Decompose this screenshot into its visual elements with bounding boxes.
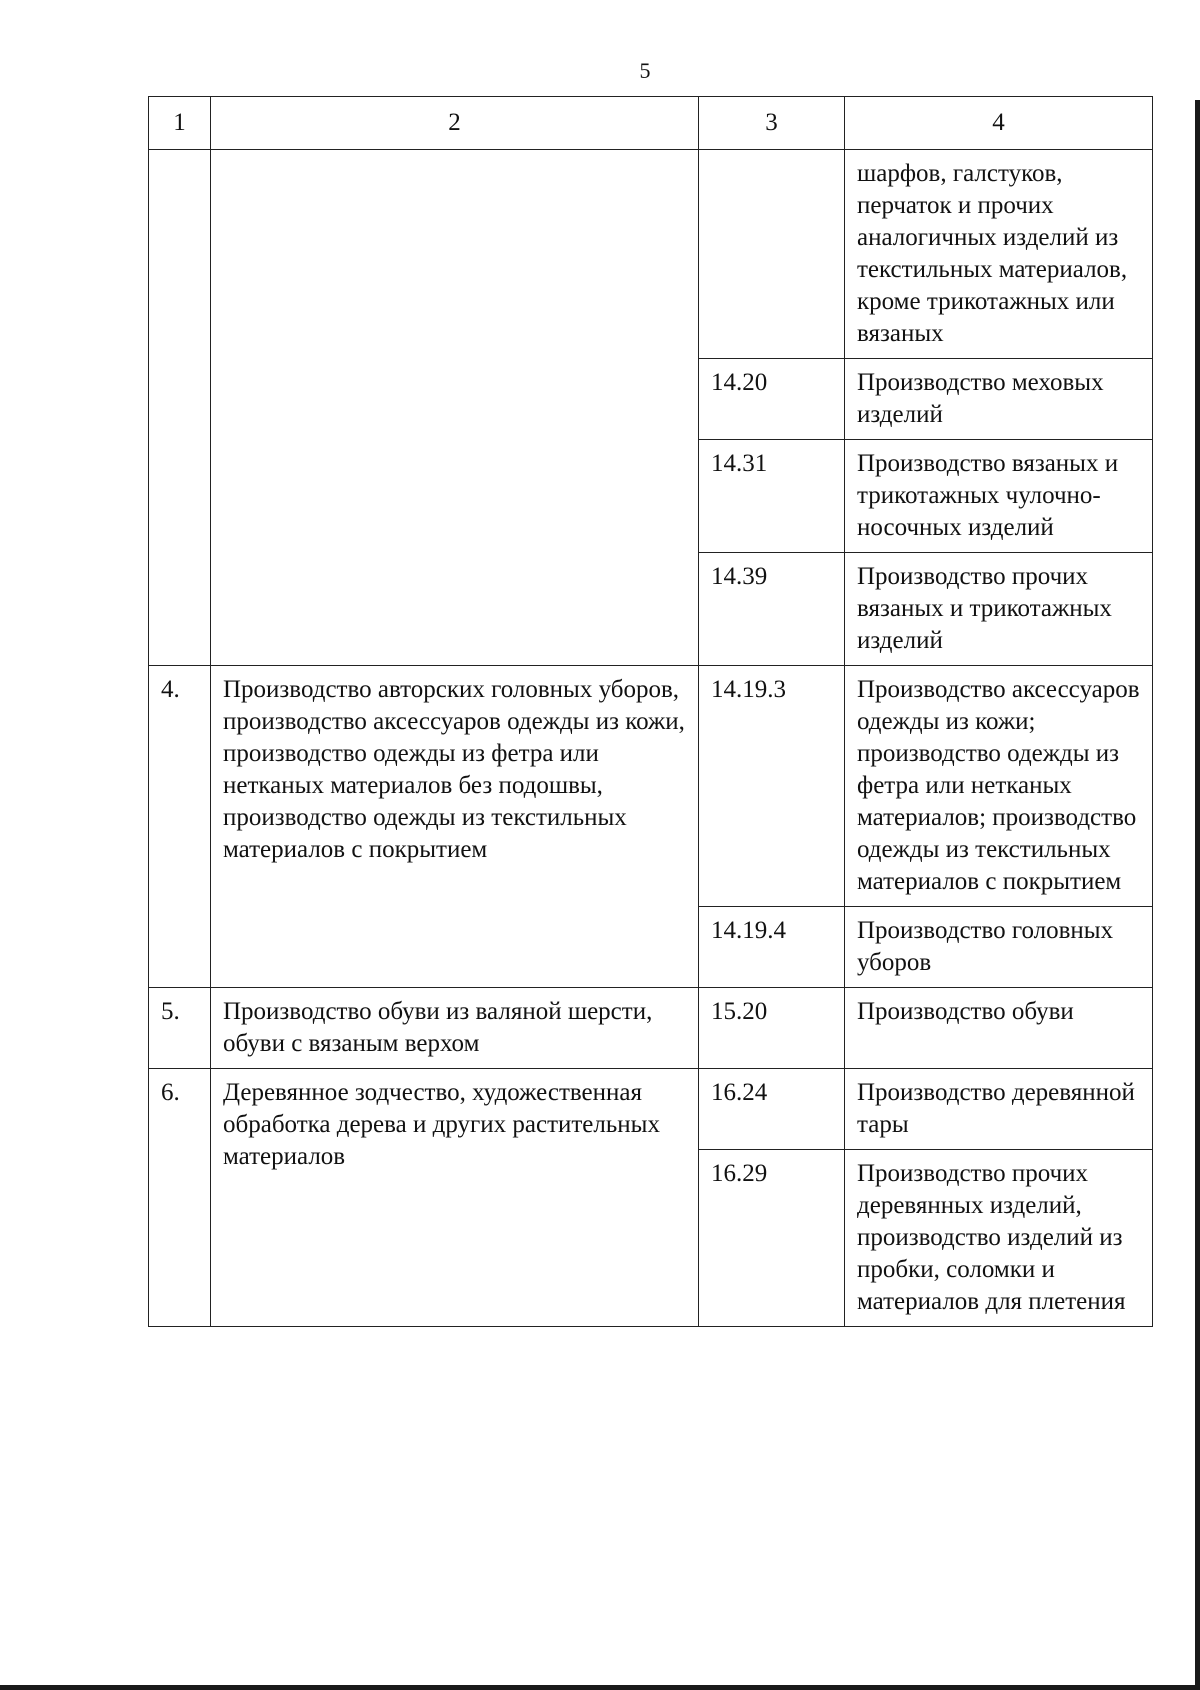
okved-description: Производство аксессуаров одежды из кожи; производство одежды из фетра или нетканых материалов; производство одежды из текстильных материалов с покрытием — [845, 666, 1153, 907]
okved-code: 16.29 — [699, 1150, 845, 1327]
row-number: 6. — [149, 1069, 211, 1327]
row-title-cell — [211, 150, 699, 666]
column-header-2: 2 — [211, 97, 699, 150]
okved-description: шарфов, галстуков, перчаток и прочих аналогичных изделий из текстильных материалов, кроме трикотажных или вязаных — [845, 150, 1153, 359]
okved-description: Производство обуви — [845, 988, 1153, 1069]
table-row — [149, 150, 1153, 359]
okved-code: 14.20 — [699, 359, 845, 440]
okved-description: Производство вязаных и трикотажных чулочно-носочных изделий — [845, 440, 1153, 553]
table-header-row — [149, 97, 1153, 150]
row-title: Деревянное зодчество, художественная обработка дерева и других растительных материалов — [211, 1069, 699, 1327]
scan-edge-bottom — [0, 1685, 1200, 1690]
okved-description: Производство деревянной тары — [845, 1069, 1153, 1150]
okved-description: Производство меховых изделий — [845, 359, 1153, 440]
okved-code: 14.31 — [699, 440, 845, 553]
page-number: 5 — [639, 58, 651, 83]
okved-description: Производство головных уборов — [845, 907, 1153, 988]
column-header-1: 1 — [149, 97, 211, 150]
row-number: 5. — [149, 988, 211, 1069]
okved-code: 15.20 — [699, 988, 845, 1069]
row-number-cell — [149, 150, 211, 666]
okved-description: Производство прочих деревянных изделий, производство изделий из пробки, соломки и материалов для плетения — [845, 1150, 1153, 1327]
okved-code: 14.19.3 — [699, 666, 845, 907]
row-title: Производство обуви из валяной шерсти, обуви с вязаным верхом — [211, 988, 699, 1069]
okved-code: 16.24 — [699, 1069, 845, 1150]
okved-code — [699, 150, 845, 359]
row-title: Производство авторских головных уборов, производство аксессуаров одежды из кожи, производство одежды из фетра или нетканых материалов без подошвы, производство одежды из текстильных материалов с покрытием — [211, 666, 699, 988]
okved-description: Производство прочих вязаных и трикотажных изделий — [845, 553, 1153, 666]
okved-code: 14.19.4 — [699, 907, 845, 988]
activity-table — [148, 96, 1153, 1327]
table-row — [149, 988, 1153, 1069]
row-number: 4. — [149, 666, 211, 988]
okved-code: 14.39 — [699, 553, 845, 666]
table-row — [149, 1069, 1153, 1150]
table-row — [149, 666, 1153, 907]
column-header-4: 4 — [845, 97, 1153, 150]
column-header-3: 3 — [699, 97, 845, 150]
scan-edge-right — [1195, 100, 1200, 1690]
